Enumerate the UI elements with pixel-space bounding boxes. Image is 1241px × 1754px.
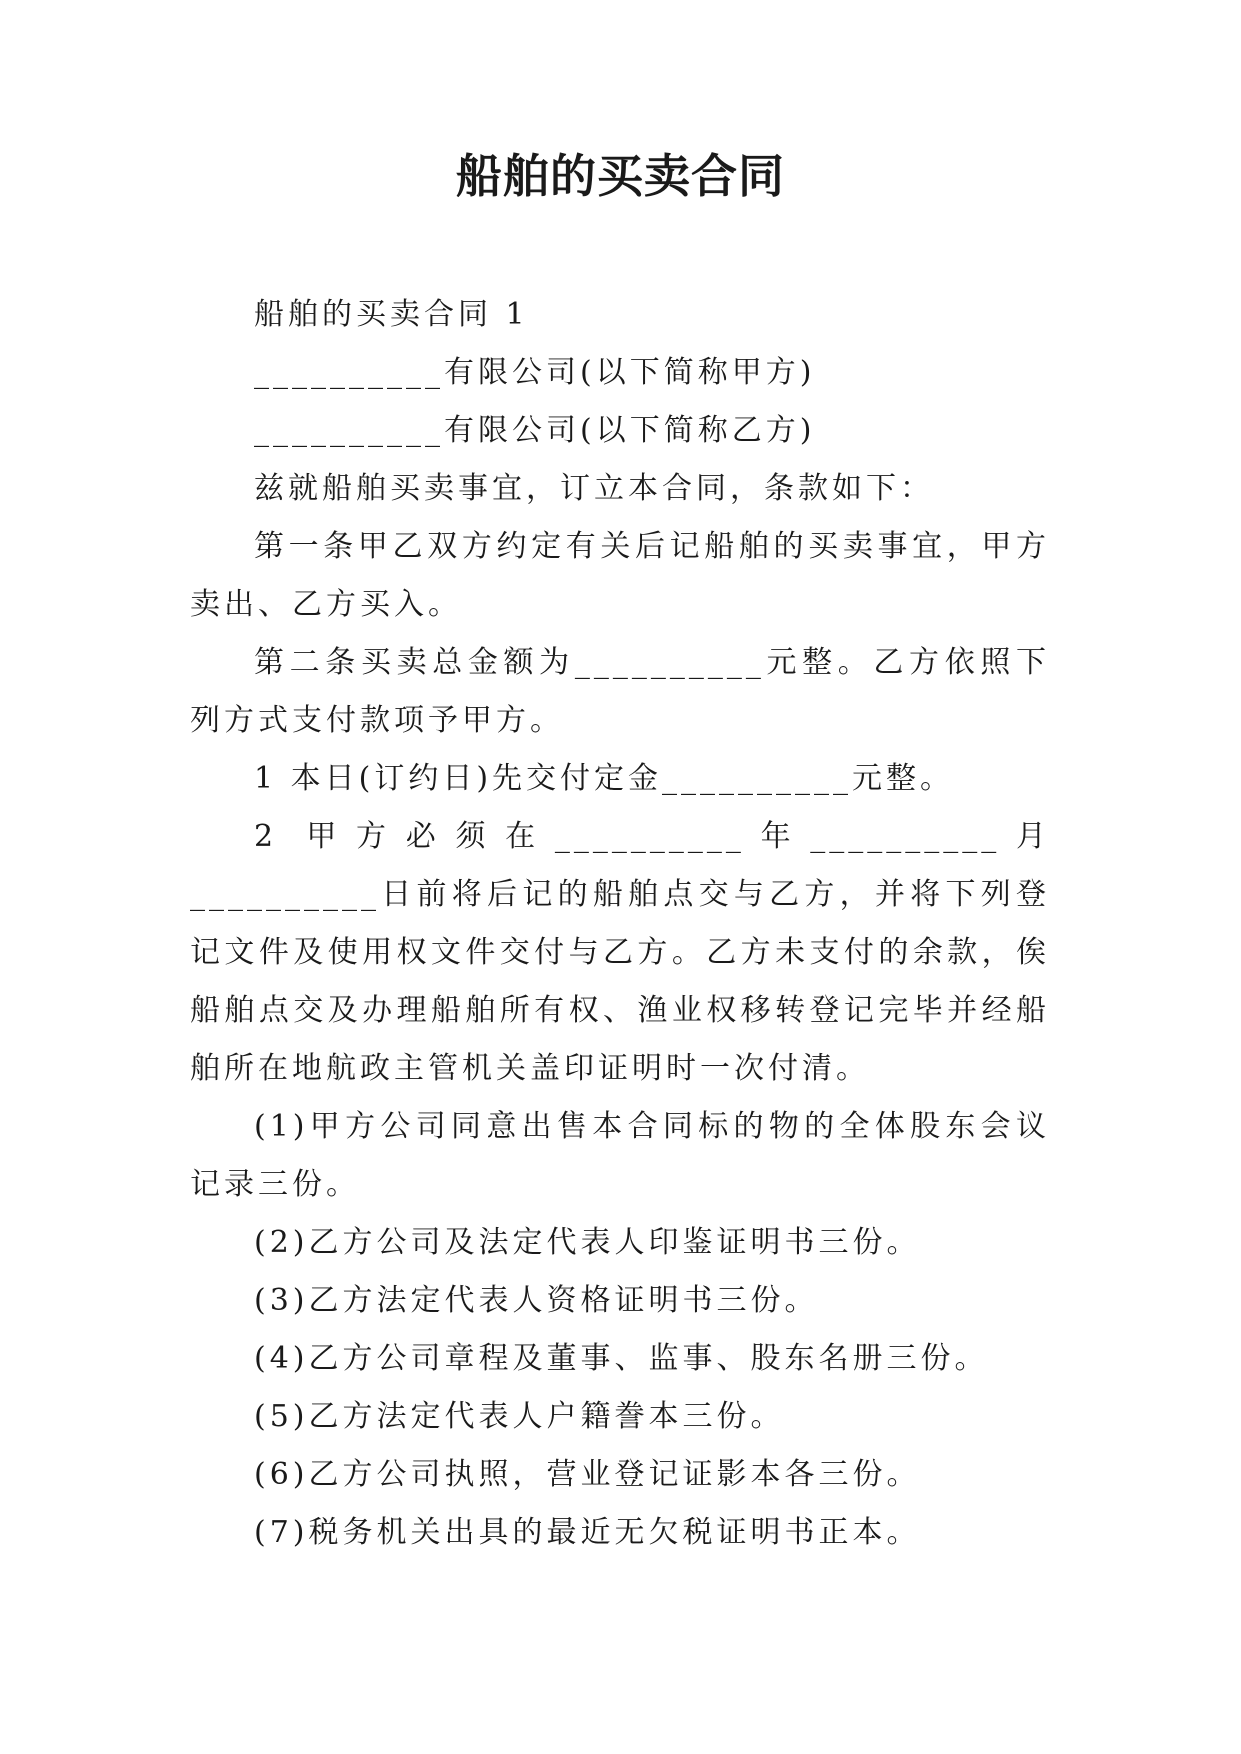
paragraph-doc-3: (3)乙方法定代表人资格证明书三份。 — [254, 1283, 819, 1318]
paragraph-doc-7: (7)税务机关出具的最近无欠税证明书正本。 — [254, 1515, 921, 1550]
paragraph-party-a: __________有限公司(以下简称甲方) — [254, 355, 816, 390]
paragraph-article-2: 第二条买卖总金额为__________元整。乙方依照下列方式支付款项予甲方。 — [190, 645, 1050, 738]
paragraph-preamble: 兹就船舶买卖事宜，订立本合同，条款如下： — [254, 471, 934, 506]
paragraph-doc-2: (2)乙方公司及法定代表人印鉴证明书三份。 — [254, 1225, 921, 1260]
paragraph-article-1: 第一条甲乙双方约定有关后记船舶的买卖事宜，甲方卖出、乙方买入。 — [190, 529, 1050, 622]
paragraph-item-2: 2 甲方必须在__________年__________月__________日前将后记的船舶点交与乙方，并将下列登记文件及使用权文件交付与乙方。乙方未支付的余款，俟船舶点交及办理船舶所有权、渔业权移转登记完毕并经船舶所在地航政主管机关盖印证明时一次付清。 — [190, 819, 1050, 1086]
paragraph-item-1: 1 本日(订约日)先交付定金__________元整。 — [254, 761, 955, 796]
paragraph-doc-5: (5)乙方法定代表人户籍誊本三份。 — [254, 1399, 785, 1434]
paragraph-doc-6: (6)乙方公司执照，营业登记证影本各三份。 — [254, 1457, 921, 1492]
document-title: 船舶的买卖合同 — [456, 149, 785, 203]
paragraph-heading: 船舶的买卖合同 1 — [254, 297, 529, 332]
document-body — [190, 286, 1050, 1562]
paragraph-party-b: __________有限公司(以下简称乙方) — [254, 413, 816, 448]
paragraph-doc-1: (1)甲方公司同意出售本合同标的物的全体股东会议记录三份。 — [190, 1109, 1050, 1202]
paragraph-doc-4: (4)乙方公司章程及董事、监事、股东名册三份。 — [254, 1341, 989, 1376]
